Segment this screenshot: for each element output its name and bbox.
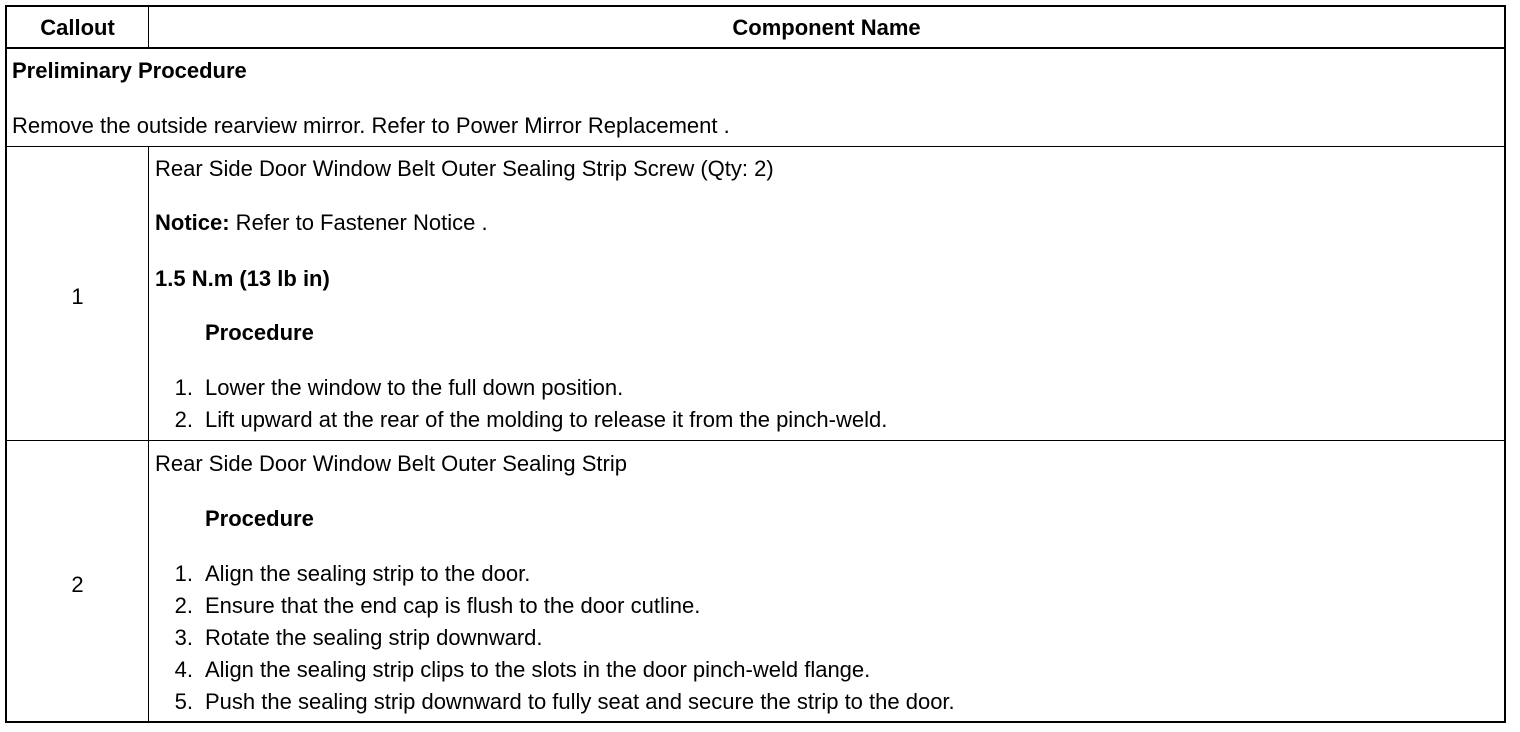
row-1-notice xyxy=(155,210,488,236)
row-1-callout: 1 xyxy=(71,284,84,309)
row-1-component-name: Rear Side Door Window Belt Outer Sealing Strip Screw (Qty: 2) xyxy=(155,156,774,181)
procedure-table xyxy=(5,5,1506,723)
row-1-steps xyxy=(155,372,887,436)
list-item: 2. Lift upward at the rear of the molding to release it from the pinch-weld. xyxy=(174,407,888,432)
list-item: 2. Ensure that the end cap is flush to the door cutline. xyxy=(174,593,701,618)
preliminary-divider xyxy=(7,146,1504,147)
preliminary-text: Remove the outside rearview mirror. Refer to Power Mirror Replacement . xyxy=(12,113,730,138)
column-divider xyxy=(148,146,149,721)
list-item: 1. Align the sealing strip to the door. xyxy=(174,561,531,586)
list-item: 3. Rotate the sealing strip downward. xyxy=(174,625,543,650)
header-divider xyxy=(7,47,1504,49)
list-item: 5. Push the sealing strip downward to fully seat and secure the strip to the door. xyxy=(174,689,955,714)
row-2-procedure-heading: Procedure xyxy=(205,506,314,531)
list-item: 1. Lower the window to the full down position. xyxy=(174,375,624,400)
list-item: 4. Align the sealing strip clips to the slots in the door pinch-weld flange. xyxy=(174,657,871,682)
row-2-callout: 2 xyxy=(71,572,84,597)
row-2-component-name: Rear Side Door Window Belt Outer Sealing Strip xyxy=(155,451,627,476)
row-1-procedure-heading: Procedure xyxy=(205,320,314,345)
row-2-steps xyxy=(155,558,955,718)
row-divider xyxy=(7,440,1504,441)
header-callout: Callout xyxy=(40,15,115,40)
notice-label: Notice: xyxy=(155,210,230,235)
header-component-name: Component Name xyxy=(732,15,921,40)
notice-text: Refer to Fastener Notice . xyxy=(229,210,488,235)
row-1-torque: 1.5 N.m (13 lb in) xyxy=(155,266,330,291)
preliminary-heading: Preliminary Procedure xyxy=(12,58,247,83)
